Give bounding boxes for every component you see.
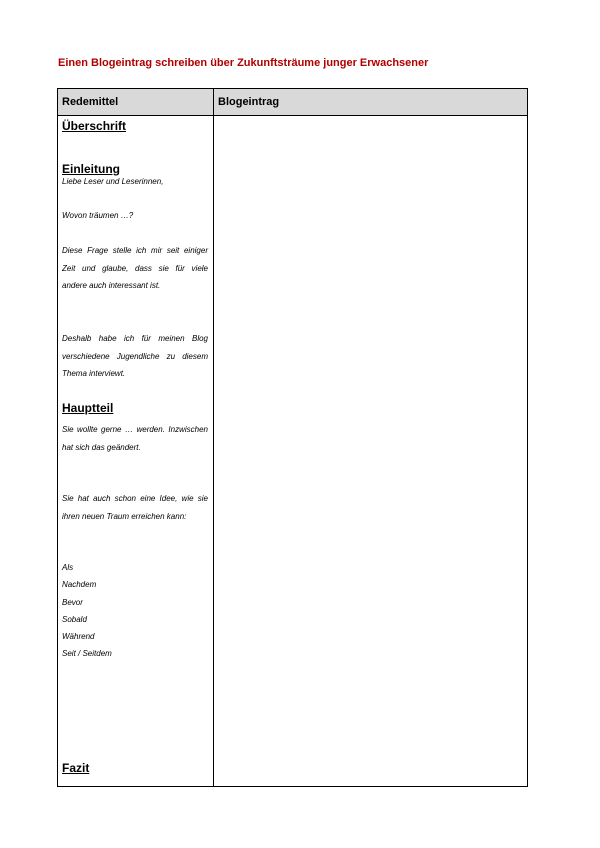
connector-list bbox=[62, 559, 112, 663]
einleitung-question: Wovon träumen …? bbox=[62, 211, 134, 220]
list-item: Sobald bbox=[62, 614, 87, 624]
page-title: Einen Blogeintrag schreiben über Zukunftsträume junger Erwachsener bbox=[58, 57, 429, 69]
section-ueberschrift: Überschrift bbox=[62, 119, 127, 133]
einleitung-paragraph-1: Diese Frage stelle ich mir seit einiger Zeit und glaube, dass sie für viele andere auch interessant ist. bbox=[62, 246, 208, 290]
list-item: Seit / Seitdem bbox=[62, 649, 112, 659]
blogeintrag-writing-area[interactable] bbox=[214, 116, 527, 786]
section-fazit: Fazit bbox=[62, 761, 90, 775]
hauptteil-paragraph-1: Sie wollte gerne … werden. Inzwischen hat sich das geändert. bbox=[62, 425, 208, 452]
worksheet-table bbox=[57, 88, 528, 787]
header-blogeintrag: Blogeintrag bbox=[218, 96, 280, 108]
einleitung-paragraph-2: Deshalb habe ich für meinen Blog verschiedene Jugendliche zu diesem Thema interviewt. bbox=[62, 334, 208, 378]
hauptteil-paragraph-2: Sie hat auch schon eine Idee, wie sie ihren neuen Traum erreichen kann: bbox=[62, 494, 208, 521]
header-redemittel: Redemittel bbox=[62, 96, 119, 108]
section-einleitung: Einleitung bbox=[62, 162, 120, 176]
list-item: Als bbox=[62, 563, 74, 572]
section-hauptteil: Hauptteil bbox=[62, 401, 114, 415]
einleitung-greeting: Liebe Leser und Leserinnen, bbox=[62, 177, 164, 186]
list-item: Bevor bbox=[62, 597, 83, 607]
table-header-row bbox=[58, 89, 527, 116]
list-item: Nachdem bbox=[62, 580, 97, 590]
list-item: Während bbox=[62, 632, 95, 642]
